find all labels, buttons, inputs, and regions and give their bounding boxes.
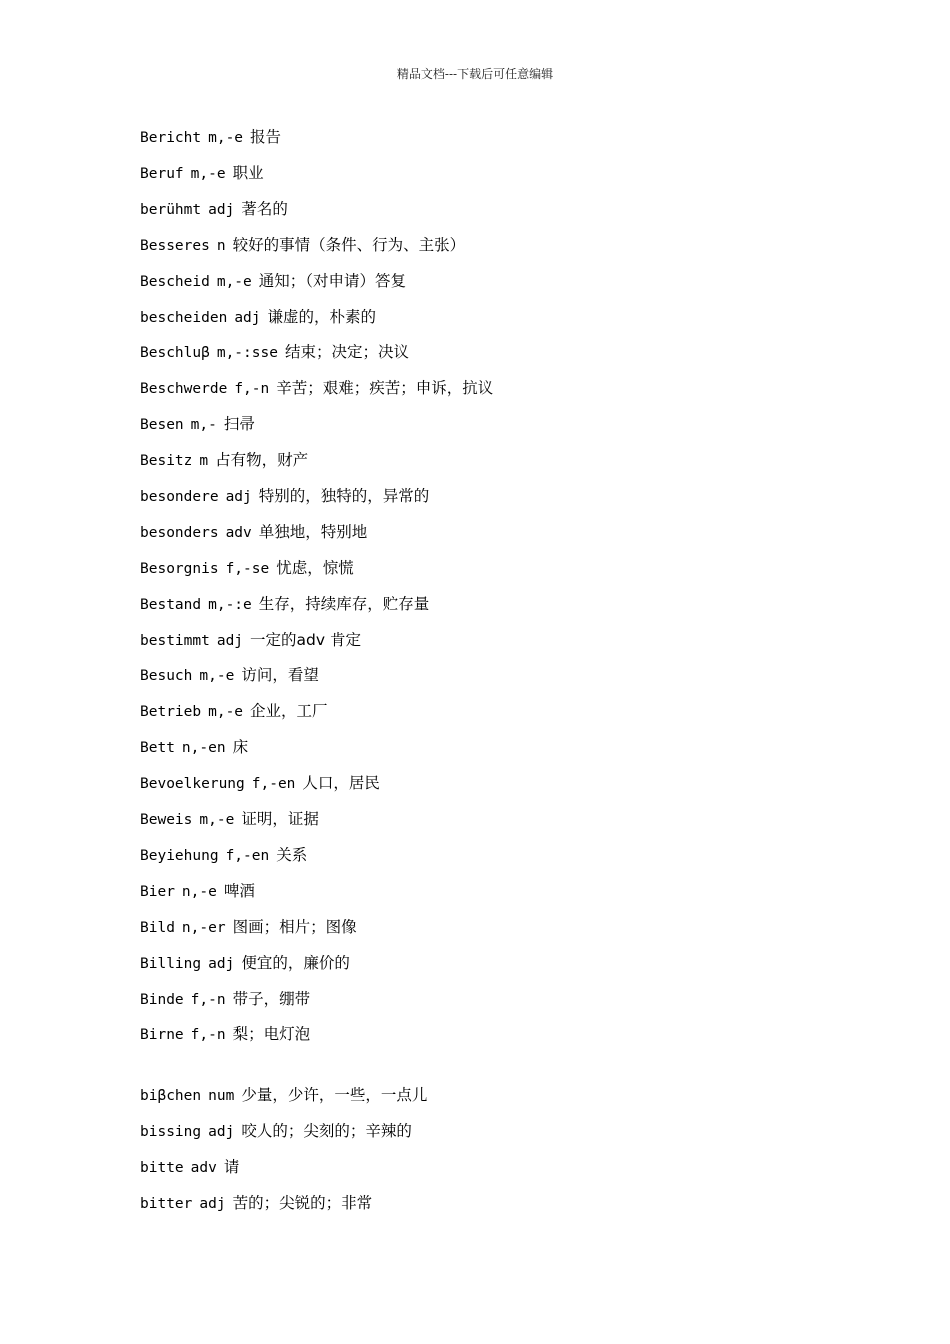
vocab-meaning: 带子，绷带	[232, 990, 311, 1008]
vocab-grammar: m,-e	[190, 166, 226, 182]
vocab-entry	[140, 163, 264, 183]
vocab-entry	[140, 989, 310, 1009]
vocab-grammar: m,-e	[199, 812, 235, 828]
vocab-entry	[140, 378, 493, 398]
vocab-grammar: adj	[225, 489, 252, 505]
vocab-meaning: 谦虚的，朴素的	[267, 308, 377, 326]
vocab-word: Beschluβ	[140, 345, 210, 361]
vocab-entry	[140, 701, 328, 721]
vocab-entry	[140, 342, 409, 362]
vocab-grammar: m,-:sse	[216, 345, 278, 361]
vocab-meaning: 结束；决定；决议	[284, 343, 409, 361]
vocab-meaning: 人口，居民	[302, 774, 380, 792]
vocab-meaning: 证明，证据	[241, 810, 319, 828]
vocab-word: Beyiehung	[140, 848, 219, 864]
vocab-meaning: 企业，工厂	[250, 702, 328, 720]
vocab-entry	[140, 773, 380, 793]
vocab-grammar: m,-e	[208, 130, 244, 146]
vocab-meaning: 报告	[250, 128, 282, 146]
vocab-grammar: adv	[190, 1160, 217, 1176]
vocab-word: Besuch	[140, 668, 193, 684]
vocab-word: Bevoelkerung	[140, 776, 245, 792]
vocab-meaning: 单独地，特别地	[258, 523, 368, 541]
vocab-meaning: 少量，少许，一些，一点儿	[241, 1086, 428, 1104]
vocab-entry	[140, 199, 288, 219]
vocab-grammar: m,-	[190, 417, 217, 433]
vocab-word: Besseres	[140, 238, 210, 254]
vocab-meaning: 咬人的；尖刻的；辛辣的	[241, 1122, 412, 1140]
vocab-meaning: 图画；相片；图像	[232, 918, 357, 936]
vocab-grammar: f,-en	[251, 776, 296, 792]
vocab-entry	[140, 953, 350, 973]
vocab-word: Bier	[140, 884, 175, 900]
vocab-word: Bescheid	[140, 274, 210, 290]
vocab-grammar: m,-e	[216, 274, 252, 290]
vocab-grammar: f,-n	[234, 381, 270, 397]
vocab-word: besondere	[140, 489, 219, 505]
vocab-meaning: 著名的	[241, 200, 288, 218]
vocab-word: bitter	[140, 1196, 193, 1212]
vocab-entry	[140, 1157, 239, 1177]
vocab-word: Beweis	[140, 812, 193, 828]
vocab-entry	[140, 809, 319, 829]
vocab-meaning: 床	[232, 738, 249, 756]
vocab-grammar: adj	[234, 310, 261, 326]
vocab-meaning: 关系	[276, 846, 308, 864]
vocab-grammar: adj	[216, 633, 244, 649]
vocab-word: biβchen	[140, 1088, 202, 1104]
page-header: 精品文档---下载后可任意编辑	[396, 67, 554, 81]
vocab-entry	[140, 522, 367, 542]
vocab-entry	[140, 1085, 427, 1105]
vocab-entry	[140, 845, 307, 865]
vocab-entry	[140, 486, 429, 506]
vocab-word: berühmt	[140, 202, 202, 218]
vocab-meaning: 苦的；尖锐的；非常	[232, 1194, 373, 1212]
vocab-word: Besen	[140, 417, 184, 433]
vocab-grammar: f,-en	[225, 848, 270, 864]
vocab-entry	[140, 1193, 372, 1213]
vocab-meaning: 便宜的，廉价的	[241, 954, 350, 972]
vocab-meaning: 辛苦；艰难；疾苦；申诉，抗议	[276, 379, 494, 397]
vocab-grammar: m,-:e	[208, 597, 252, 613]
vocab-word: Beschwerde	[140, 381, 228, 397]
vocab-meaning: 啤酒	[223, 882, 255, 900]
vocab-entry	[140, 881, 255, 901]
vocab-entry	[140, 594, 429, 614]
vocab-grammar: n	[216, 238, 226, 254]
vocab-word: Billing	[140, 956, 202, 972]
vocab-word: Birne	[140, 1027, 184, 1043]
vocab-entry	[140, 917, 357, 937]
vocab-entry	[140, 737, 248, 757]
vocab-grammar: num	[208, 1088, 235, 1104]
vocab-word: bescheiden	[140, 310, 228, 326]
vocab-meaning: 职业	[232, 164, 264, 182]
vocab-grammar: f,-se	[225, 561, 270, 577]
vocab-grammar: n,-en	[181, 740, 226, 756]
vocab-entry	[140, 414, 255, 434]
vocab-grammar: m,-e	[208, 704, 244, 720]
vocab-entry	[140, 127, 281, 147]
vocab-meaning: 较好的事情（条件、行为、主张）	[232, 236, 466, 254]
vocab-grammar: n,-e	[181, 884, 217, 900]
vocab-word: Binde	[140, 992, 184, 1008]
vocab-word: Bett	[140, 740, 175, 756]
vocab-meaning: 请	[223, 1158, 240, 1176]
vocab-meaning: 特别的，独特的，异常的	[258, 487, 430, 505]
vocab-entry	[140, 665, 319, 685]
vocab-entry	[140, 1121, 412, 1141]
vocab-word: besonders	[140, 525, 219, 541]
vocab-word: Besorgnis	[140, 561, 219, 577]
vocab-grammar: f,-n	[190, 1027, 226, 1043]
vocab-meaning: 生存，持续库存，贮存量	[258, 595, 430, 613]
vocab-entry	[140, 271, 406, 291]
vocab-meaning: 访问，看望	[241, 666, 319, 684]
vocab-grammar: n,-er	[181, 920, 226, 936]
vocab-grammar: adj	[208, 202, 235, 218]
vocab-meaning: 梨；电灯泡	[232, 1025, 311, 1043]
vocab-word: Betrieb	[140, 704, 202, 720]
vocab-word: Bestand	[140, 597, 202, 613]
vocab-entry	[140, 307, 376, 327]
vocab-meaning: 通知；（对申请）答复	[258, 272, 407, 290]
vocab-word: Beruf	[140, 166, 184, 182]
vocab-grammar: adv	[225, 525, 252, 541]
vocab-entry	[140, 450, 308, 470]
vocab-entry	[140, 235, 465, 255]
vocab-grammar: f,-n	[190, 992, 226, 1008]
vocab-entry	[140, 558, 354, 578]
vocab-grammar: adj	[208, 956, 235, 972]
vocab-meaning: 一定的adv 肯定	[250, 631, 361, 649]
vocab-entry	[140, 1024, 310, 1044]
vocab-grammar: m,-e	[199, 668, 235, 684]
vocab-word: Bericht	[140, 130, 202, 146]
vocab-grammar: m	[199, 453, 209, 469]
vocab-word: Bild	[140, 920, 175, 936]
vocab-word: Besitz	[140, 453, 193, 469]
vocab-meaning: 扫帚	[223, 415, 255, 433]
vocab-word: bitte	[140, 1160, 184, 1176]
vocab-word: bissing	[140, 1124, 202, 1140]
vocab-entry	[140, 630, 361, 650]
vocab-meaning: 忧虑，惊慌	[276, 559, 354, 577]
vocab-word: bestimmt	[140, 633, 210, 649]
vocab-grammar: adj	[208, 1124, 235, 1140]
vocab-grammar: adj	[199, 1196, 226, 1212]
vocab-meaning: 占有物，财产	[215, 451, 309, 469]
